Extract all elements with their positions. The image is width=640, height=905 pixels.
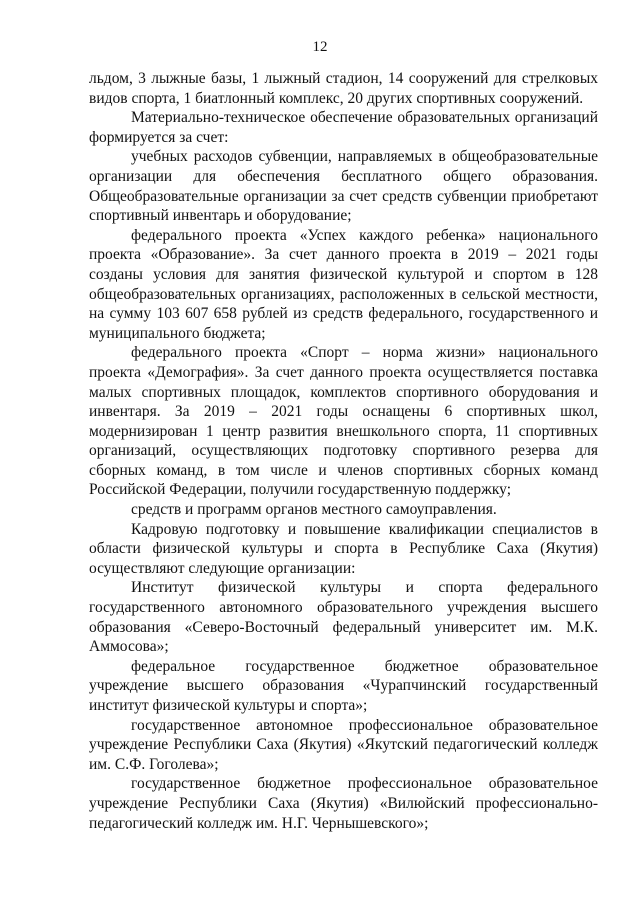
paragraph-federal-project-education: федерального проекта «Успех каждого ребенка» национального проекта «Образование». За счет данного проекта в 2019 – 2021 годы созданы условия для занятия физической культурой и спортом в 128 общеобразовательных организациях, расположенных в сельской местности, на сумму 103 607 658 рублей из средств федерального, государственного и муниципального бюджета; [89, 226, 598, 342]
paragraph-federal-project-sport: федерального проекта «Спорт – норма жизни» национального проекта «Демография». За счет данного проекта осуществляется поставка малых спортивных площадок, комплектов спортивного оборудования и инвентаря. За 2019 – 2021 годы оснащены 6 спортивных школ, модернизирован 1 центр развития внешкольного спорта, 11 спортивных организаций, осуществляющих подготовку спортивного резерва для сборных команд, в том числе и членов спортивных сборных команд Российской Федерации, получили государственную поддержку; [89, 344, 598, 499]
page-number: 12 [312, 39, 328, 55]
paragraph-churapcha-institute: федеральное государственное бюджетное образовательное учреждение высшего образования «Чурапчинский государственный институт физической культуры и спорта»; [89, 657, 598, 714]
paragraph-staff-training: Кадровую подготовку и повышение квалификации специалистов в области физической культуры и спорта в Республике Саха (Якутия) осуществляют следующие организации: [89, 520, 598, 577]
paragraph-material-support: Материально-техническое обеспечение образовательных организаций формируется за счет: [89, 109, 598, 146]
document-body [89, 69, 598, 833]
paragraph-institute-svfu: Институт физической культуры и спорта федерального государственного автономного образовательного учреждения высшего образования «Северо-Восточный федеральный университет им. М.К. Аммосова»; [89, 579, 598, 656]
paragraph-yakutsk-college: государственное автономное профессиональное образовательное учреждение Республики Саха (Якутия) «Якутский педагогический колледж им. С.Ф. Гоголева»; [89, 716, 598, 773]
paragraph-continuation: льдом, 3 лыжные базы, 1 лыжный стадион, 14 сооружений для стрелковых видов спорта, 1 биатлонный комплекс, 20 других спортивных сооружений. [89, 70, 598, 107]
paragraph-subvention: учебных расходов субвенции, направляемых в общеобразовательные организации для обеспечения бесплатного общего образования. Общеобразовательные организации за счет средств субвенции приобретают спортивный инвентарь и оборудование; [89, 148, 598, 225]
paragraph-vilyuisk-college: государственное бюджетное профессиональное образовательное учреждение Республики Саха (Якутия) «Вилюйский профессионально-педагогический колледж им. Н.Г. Чернышевского»; [89, 775, 598, 832]
paragraph-local-funds: средств и программ органов местного самоуправления. [131, 501, 497, 519]
